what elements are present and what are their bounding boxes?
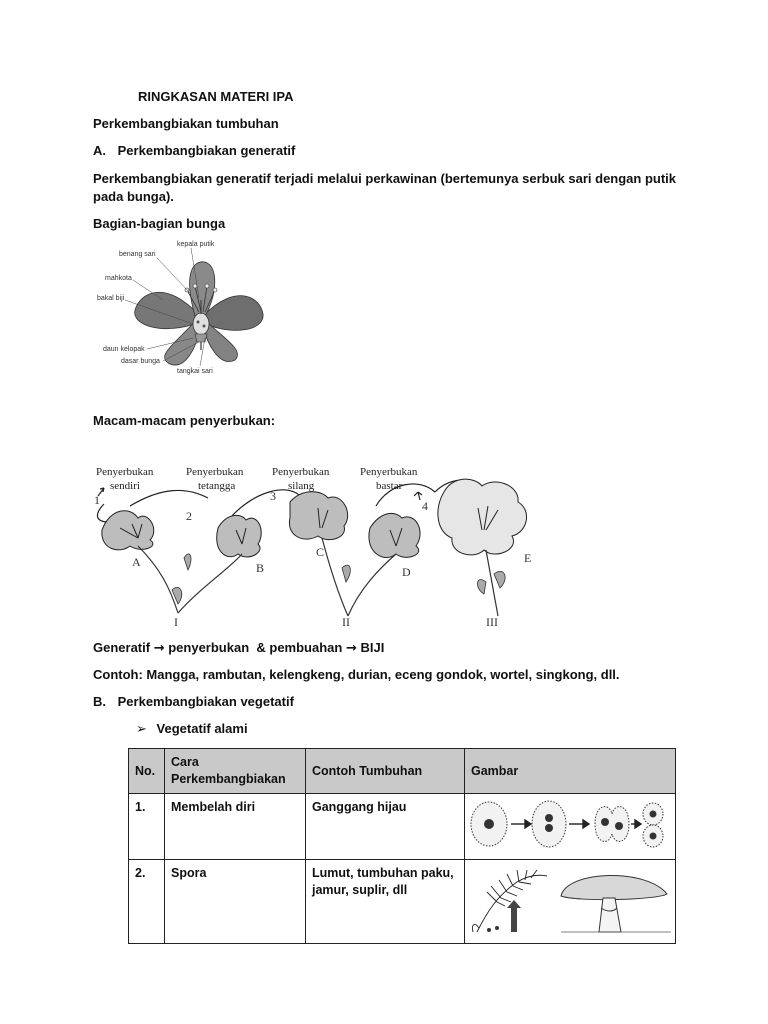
header-gambar: Gambar	[465, 749, 676, 794]
label-kepala-putik: kepala putik	[177, 241, 215, 248]
table-row	[129, 794, 676, 860]
flower-label-b: B	[256, 561, 265, 575]
flower-label-d: D	[402, 565, 411, 579]
cell-contoh: Ganggang hijau	[306, 794, 465, 860]
biji-word: BIJI	[360, 640, 385, 655]
document-title: RINGKASAN MATERI IPA	[138, 89, 294, 104]
plant-label-2: II	[342, 615, 350, 629]
pollination-type-2-line2: tetangga	[198, 480, 236, 492]
pollination-type-1-line1: Penyerbukan	[96, 466, 154, 478]
right-arrow-icon: →	[345, 641, 357, 656]
contoh-generatif: Contoh: Mangga, rambutan, kelengkeng, durian, eceng gondok, wortel, singkong, dll.	[93, 667, 620, 682]
generatif-summary	[93, 640, 384, 656]
pollination-type-4-line2: bastar	[376, 480, 403, 492]
pollination-type-2-line1: Penyerbukan	[186, 466, 244, 478]
generatif-word: Generatif	[93, 640, 151, 655]
section-a-heading	[93, 143, 295, 158]
pollination-heading: Macam-macam penyerbukan:	[93, 413, 276, 428]
header-contoh: Contoh Tumbuhan	[306, 749, 465, 794]
table-header-row	[129, 749, 676, 794]
label-bakal-biji: bakal biji	[97, 295, 125, 302]
plant-label-1: I	[174, 615, 178, 629]
bullet-vegetatif-alami	[136, 721, 248, 737]
label-mahkota: mahkota	[105, 275, 132, 282]
pollination-type-3-line2: silang	[288, 480, 315, 492]
section-b-letter: B.	[93, 694, 106, 709]
cell-cara: Spora	[165, 860, 306, 944]
cell-cara: Membelah diri	[165, 794, 306, 860]
paragraph-a: Perkembangbiakan generatif terjadi melalui perkawinan (bertemunya serbuk sari dengan putik pada bunga).	[93, 171, 677, 204]
penyerbukan-pembuahan: penyerbukan & pembuahan	[168, 640, 343, 655]
right-arrow-icon: →	[153, 641, 165, 656]
cell-contoh: Lumut, tumbuhan paku, jamur, suplir, dll	[306, 860, 465, 944]
cell-no: 2.	[129, 860, 165, 944]
section-a-title: Perkembangbiakan generatif	[117, 143, 296, 158]
header-no: No.	[129, 749, 165, 794]
pollination-number-2: 2	[186, 509, 192, 523]
flower-label-a: A	[132, 555, 141, 569]
table-row	[129, 860, 676, 944]
pollination-type-3-line1: Penyerbukan	[272, 466, 330, 478]
pollination-type-1-line2: sendiri	[110, 480, 140, 492]
cell-no: 1.	[129, 794, 165, 860]
flower-parts-diagram	[95, 238, 270, 378]
cell-gambar	[465, 794, 676, 860]
pollination-type-4-line1: Penyerbukan	[360, 466, 418, 478]
cell-gambar	[465, 860, 676, 944]
pollination-number-3: 3	[270, 489, 276, 503]
flower-label-c: C	[316, 545, 325, 559]
section-a-letter: A.	[93, 143, 106, 158]
cell-division-illustration	[467, 796, 672, 852]
plant-label-3: III	[486, 615, 498, 629]
pollination-number-4: 4	[422, 499, 428, 513]
flower-heading: Bagian-bagian bunga	[93, 216, 226, 231]
label-dasar-bunga: dasar bunga	[121, 358, 160, 365]
label-daun-kelopak: daun kelopak	[103, 346, 145, 353]
section-subtitle: Perkembangbiakan tumbuhan	[93, 116, 279, 131]
label-benang-sari: benang sari	[119, 251, 156, 258]
flower-label-e: E	[524, 551, 532, 565]
bullet-arrow-icon: ➢	[136, 722, 147, 737]
header-cara: Cara Perkembangbiakan	[165, 749, 306, 794]
bullet-text: Vegetatif alami	[156, 721, 248, 736]
section-b-heading	[93, 694, 294, 709]
vegetatif-table	[128, 748, 676, 944]
section-b-title: Perkembangbiakan vegetatif	[117, 694, 294, 709]
flower-illustration	[135, 262, 263, 365]
spore-plants-illustration	[467, 862, 672, 936]
label-tangkai-sari: tangkai sari	[177, 368, 213, 375]
pollination-diagram	[90, 458, 550, 630]
pollination-number-1: 1	[94, 493, 100, 507]
